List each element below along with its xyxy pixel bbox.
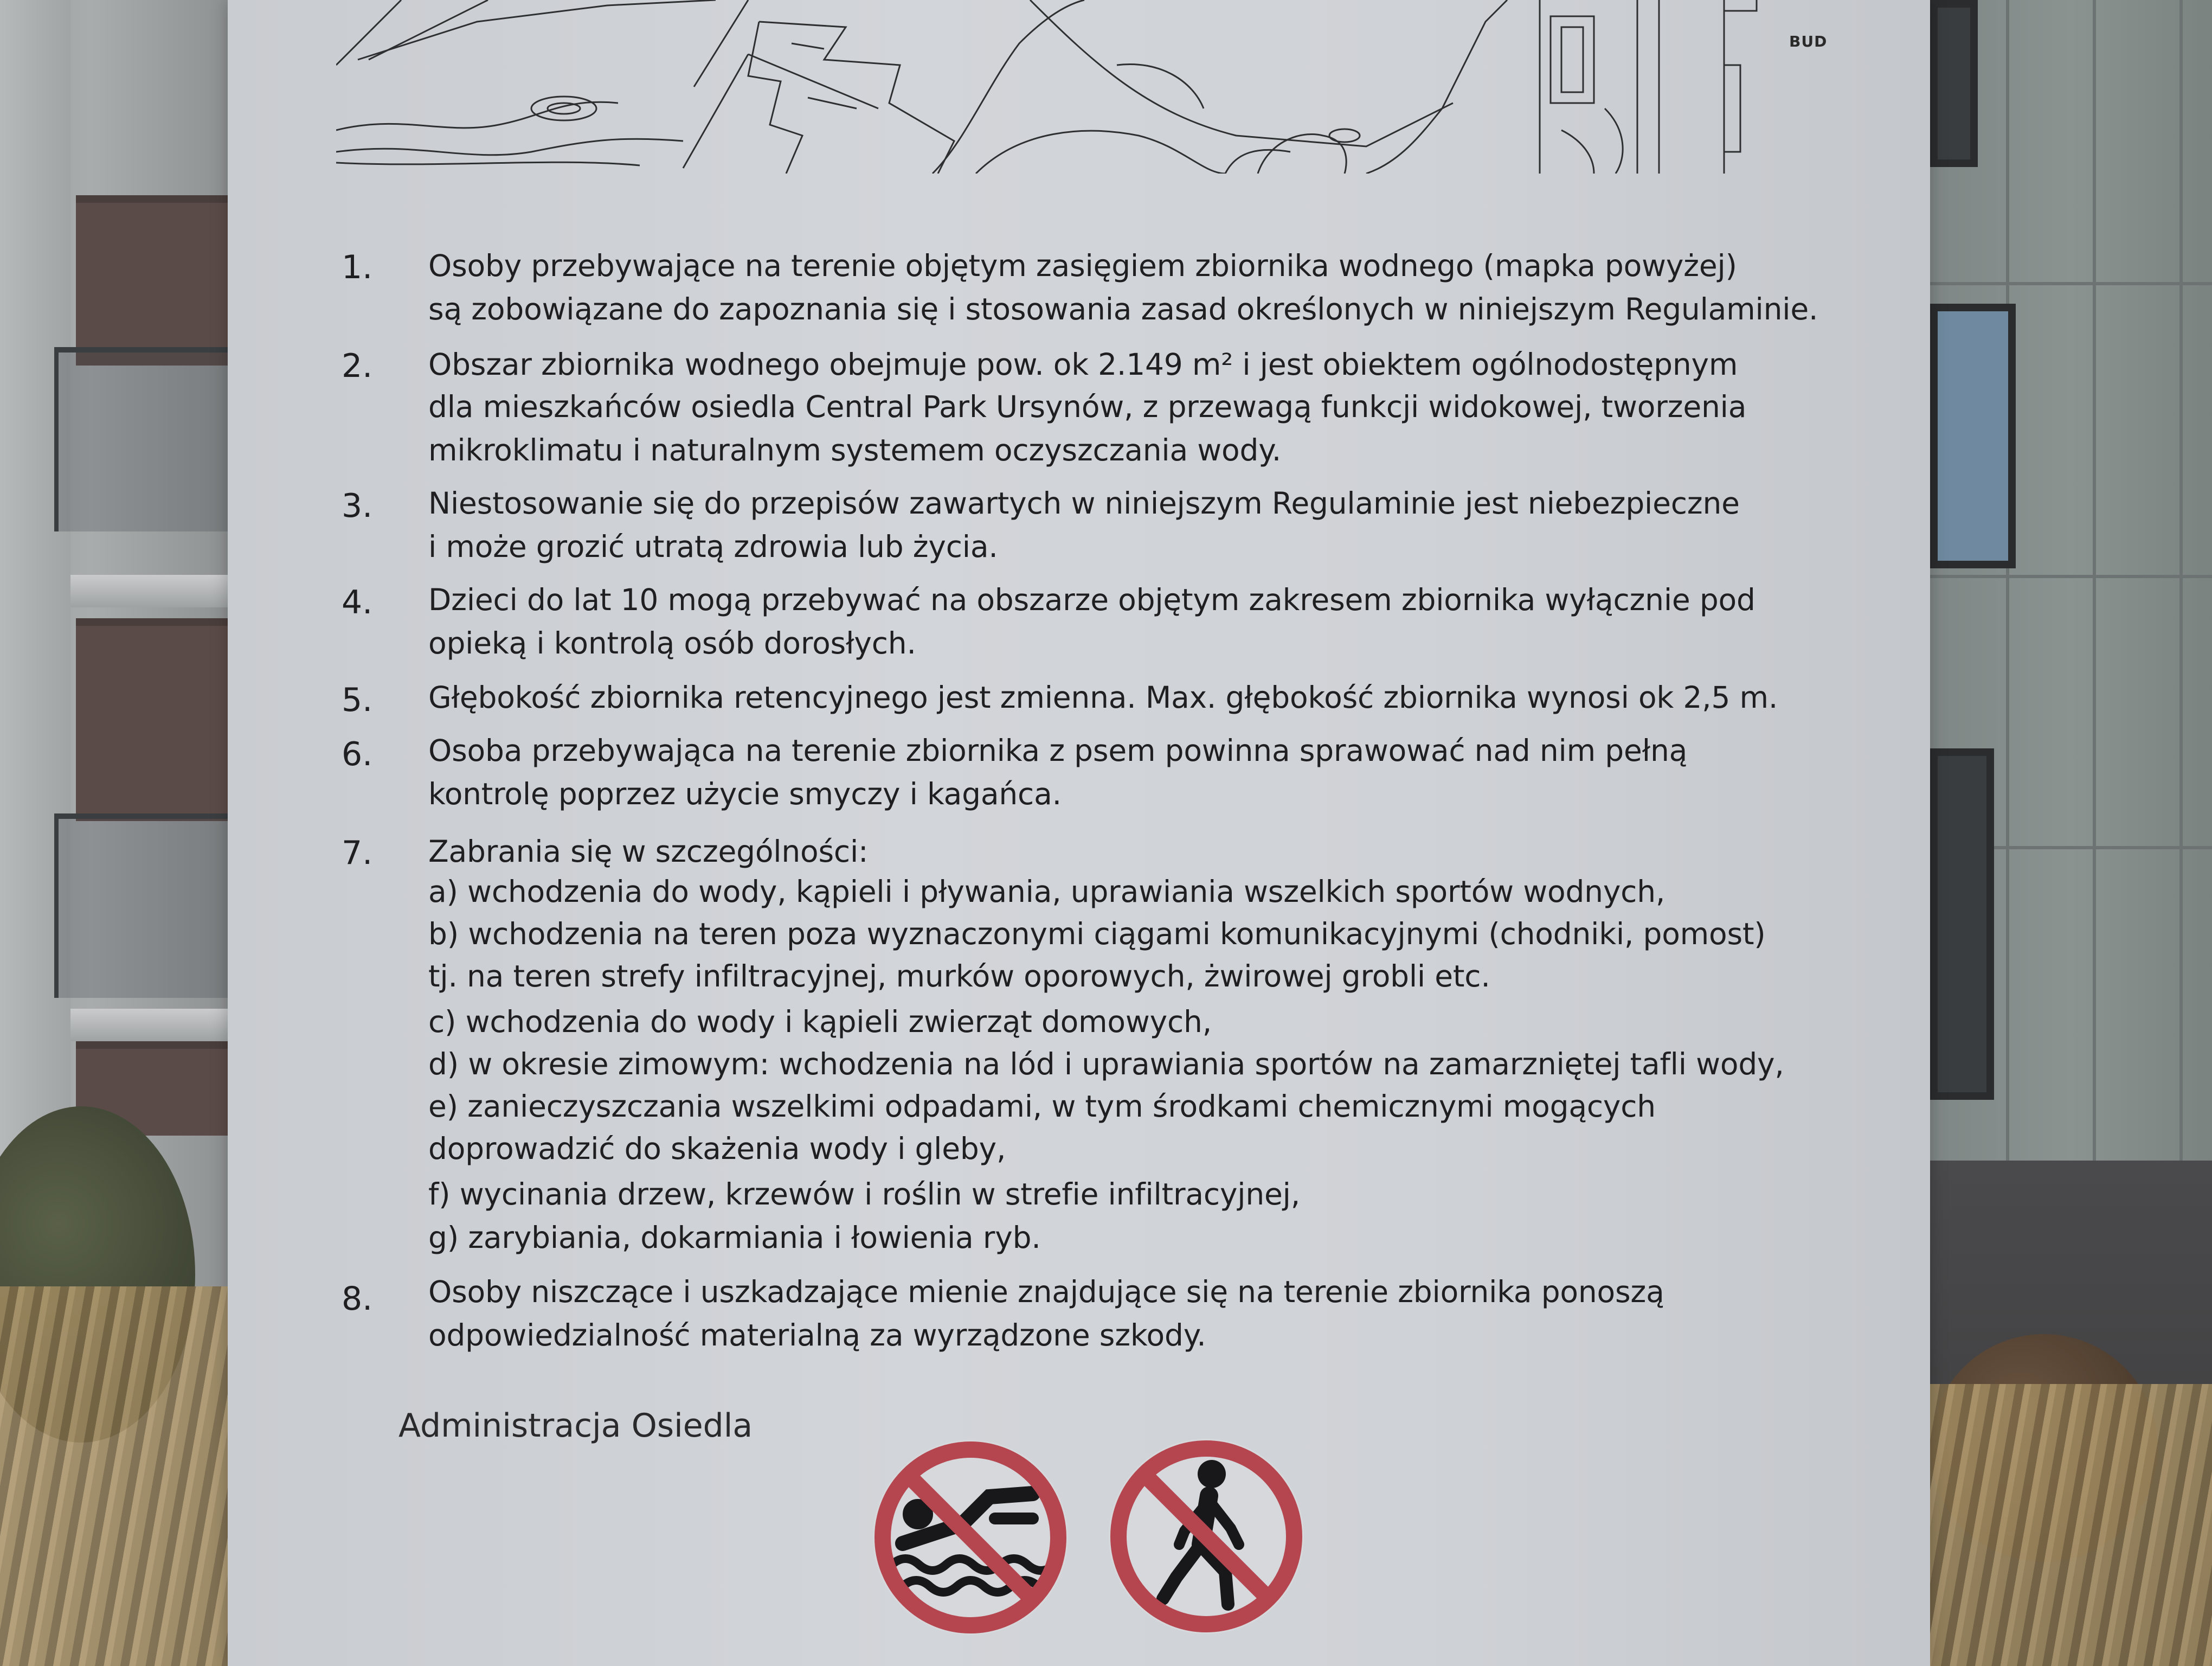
grass-right (1930, 1384, 2212, 1666)
rule-text: f) wycinania drzew, krzewów i roślin w strefie infiltracyjnej, (428, 1177, 1301, 1212)
rule-text: g) zarybiania, dokarmiania i łowienia ryb. (428, 1220, 1041, 1255)
rule-text: Osoba przebywająca na terenie zbiornika z psem powinna sprawować nad nim pełną (428, 733, 1688, 768)
rule-text: Osoby niszczące i uszkadzające mienie znajdujące się na terenie zbiornika ponoszą (428, 1274, 1664, 1309)
rule-text: odpowiedzialność materialną za wyrządzone szkody. (428, 1318, 1206, 1353)
no-walking-icon (1106, 1436, 1307, 1637)
rule-number: 6. (342, 735, 373, 773)
rule-number: 1. (342, 248, 373, 286)
rule-text: i może grozić utratą zdrowia lub życia. (428, 529, 998, 564)
rule-text: e) zanieczyszczania wszelkimi odpadami, w tym środkami chemicznymi mogących (428, 1089, 1656, 1124)
rule-number: 7. (342, 834, 373, 872)
rules-list (228, 0, 1930, 1666)
signature: Administracja Osiedla (398, 1407, 753, 1445)
rule-text: doprowadzić do skażenia wody i gleby, (428, 1131, 1006, 1166)
rule-text: d) w okresie zimowym: wchodzenia na lód i uprawiania sportów na zamarzniętej tafli wody, (428, 1047, 1784, 1081)
rule-number: 3. (342, 487, 373, 525)
rule-text: c) wchodzenia do wody i kąpieli zwierząt domowych, (428, 1004, 1212, 1039)
rule-text: a) wchodzenia do wody, kąpieli i pływania, uprawiania wszelkich sportów wodnych, (428, 874, 1666, 909)
rule-text: Osoby przebywające na terenie objętym zasięgiem zbiornika wodnego (mapka powyżej) (428, 248, 1737, 283)
rule-text: opieką i kontrolą osób dorosłych. (428, 626, 916, 661)
rule-text: dla mieszkańców osiedla Central Park Ursynów, z przewagą funkcji widokowej, tworzenia (428, 389, 1747, 424)
rule-number: 5. (342, 681, 373, 719)
rule-number: 8. (342, 1280, 373, 1318)
rule-text: tj. na teren strefy infiltracyjnej, murków oporowych, żwirowej grobli etc. (428, 959, 1490, 994)
rule-text: Obszar zbiornika wodnego obejmuje pow. ok 2.149 m² i jest obiektem ogólnodostępnym (428, 347, 1738, 382)
map-building-label: BUD (1789, 33, 1828, 50)
rule-number: 2. (342, 347, 373, 385)
rule-text: Zabrania się w szczególności: (428, 834, 869, 869)
rule-text: są zobowiązane do zapoznania się i stosowania zasad określonych w niniejszym Regulaminie. (428, 292, 1818, 326)
rule-text: Głębokość zbiornika retencyjnego jest zmienna. Max. głębokość zbiornika wynosi ok 2,5 m. (428, 680, 1778, 715)
rule-number: 4. (342, 584, 373, 621)
rule-text: kontrolę poprzez użycie smyczy i kagańca. (428, 777, 1062, 811)
rule-text: Dzieci do lat 10 mogą przebywać na obszarze objętym zakresem zbiornika wyłącznie pod (428, 582, 1756, 617)
regulations-sign (228, 0, 1930, 1666)
rule-text: b) wchodzenia na teren poza wyznaczonymi ciągami komunikacyjnymi (chodniki, pomost) (428, 917, 1766, 951)
grass-left (0, 1286, 228, 1666)
rule-text: Niestosowanie się do przepisów zawartych w niniejszym Regulaminie jest niebezpieczne (428, 486, 1740, 521)
rule-text: mikroklimatu i naturalnym systemem oczyszczania wody. (428, 433, 1282, 467)
no-swimming-icon (870, 1437, 1071, 1638)
